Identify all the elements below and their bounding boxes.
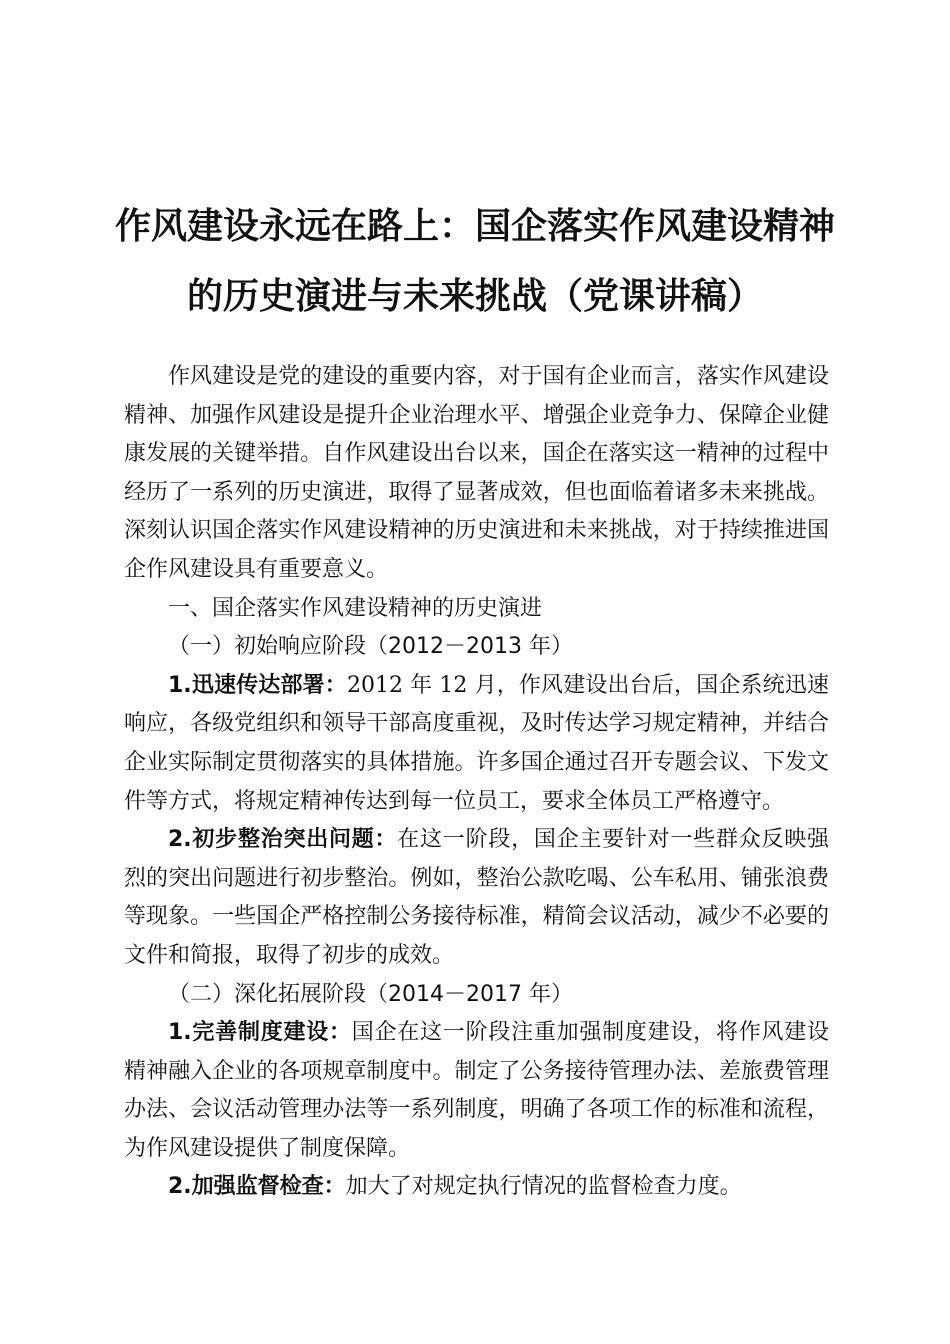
paragraph-lead: 1.完善制度建设： (168, 1020, 352, 1046)
paragraph-text: 2012 年 12 月，作风建设出台后，国企系统迅速响应，各级党组织和领导干部高度重视，及时传达学习规定精神，并结合企业实际制定贯彻落实的具体措施。许多国企通过召开专题会议、下发文件等方式，将规定精神传达到每一位员工，要求全体员工严格遵守。 (124, 672, 829, 814)
paragraph (124, 667, 829, 821)
paragraph-text: 在这一阶段，国企主要针对一些群众反映强烈的突出问题进行初步整治。例如，整治公款吃喝、公车私用、铺张浪费等现象。一些国企严格控制公务接待标准，精简会议活动，减少不必要的文件和简报，取得了初步的成效。 (124, 827, 829, 968)
paragraph-lead: 2.初步整治突出问题： (168, 827, 398, 853)
title-line-2: 的历史演进与未来挑战（党课讲稿） (186, 276, 763, 317)
paragraph-text: 国企在这一阶段注重加强制度建设，将作风建设精神融入企业的各项规章制度中。制定了公务接待管理办法、差旅费管理办法、会议活动管理办法等一系列制度，明确了各项工作的标准和流程，为作风建设提供了制度保障。 (124, 1020, 829, 1161)
document-body (124, 358, 829, 1207)
paragraph (124, 1014, 829, 1168)
paragraph (124, 1168, 829, 1207)
paragraph-text: 加大了对规定执行情况的监督检查力度。 (345, 1174, 742, 1200)
document-title (100, 192, 850, 332)
section-heading: 一、国企落实作风建设精神的历史演进 (168, 595, 543, 621)
paragraph-lead: 2.加强监督检查： (168, 1174, 346, 1200)
paragraph-lead: 1.迅速传达部署： (168, 672, 347, 698)
title-line-1: 作风建设永远在路上：国企落实作风建设精神 (114, 206, 835, 247)
subsection-heading: （二）深化拓展阶段（2014－2017 年） (168, 981, 573, 1007)
subsection-heading: （一）初始响应阶段（2012－2013 年） (168, 634, 573, 660)
intro-paragraph: 作风建设是党的建设的重要内容，对于国有企业而言，落实作风建设精神、加强作风建设是提升企业治理水平、增强企业竞争力、保障企业健康发展的关键举措。自作风建设出台以来，国企在落实这一精神的过程中经历了一系列的历史演进，取得了显著成效，但也面临着诸多未来挑战。深刻认识国企落实作风建设精神的历史演进和未来挑战，对于持续推进国企作风建设具有重要意义。 (124, 364, 829, 582)
paragraph (124, 821, 829, 975)
